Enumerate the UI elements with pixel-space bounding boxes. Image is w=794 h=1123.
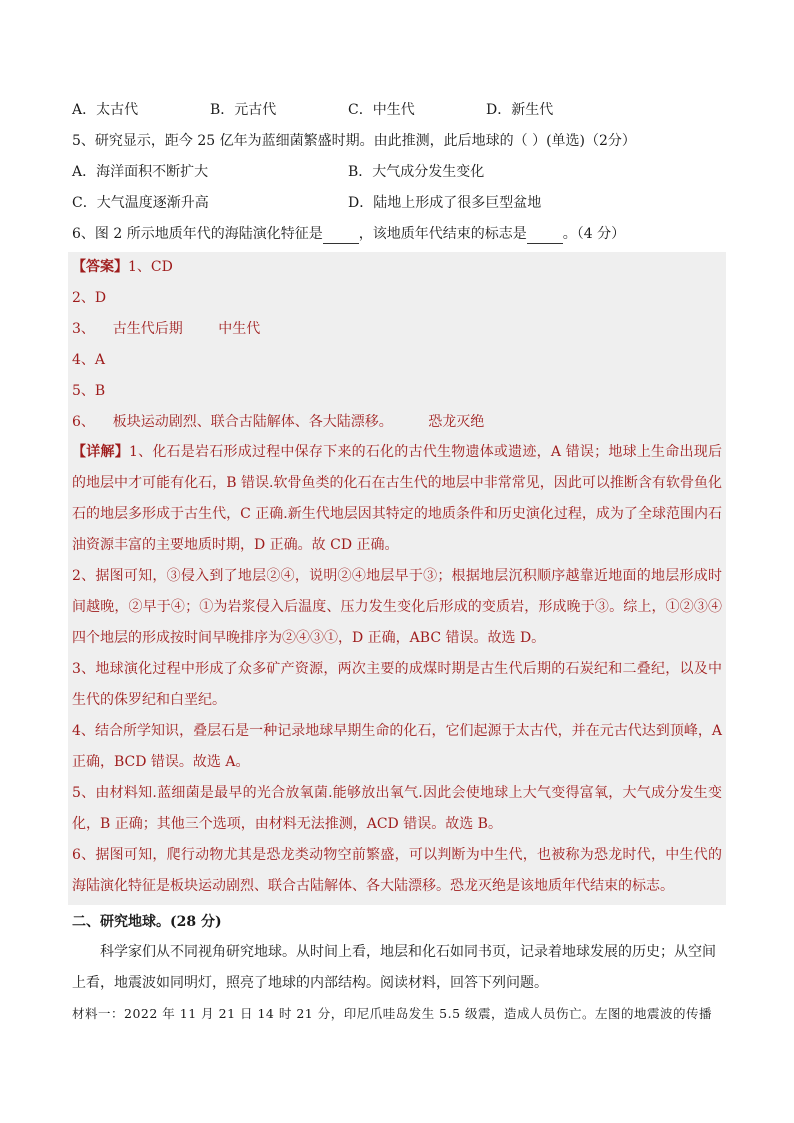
- detail-p5: 5、由材料知.蓝细菌是最早的光合放氧菌.能够放出氧气.因此会使地球上大气变得富氧，大气成分发生变化，B 正确；其他三个选项，由材料无法推测，ACD 错误。故选 B。: [72, 785, 722, 832]
- detail-p4: 4、结合所学知识，叠层石是一种记录地球早期生命的化石，它们起源于太古代，并在元古代达到顶峰，A 正确，BCD 错误。故选 A。: [72, 723, 722, 770]
- q5-options-row2: [72, 193, 624, 213]
- material-1: 材料一：2022 年 11 月 21 日 14 时 21 分，印尼爪哇岛发生 5.5 级震，造成人员伤亡。左图的地震波的传播: [72, 1006, 713, 1021]
- q4-option-d[interactable]: D．新生代: [486, 102, 554, 118]
- detail-p6: 6、据图可知，爬行动物尤其是恐龙类动物空前繁盛，可以判断为中生代，也被称为恐龙时代，中生代的海陆演化特征是板块运动剧烈、联合古陆解体、各大陆漂移。恐龙灭绝是该地质年代结束的标志。: [72, 847, 722, 894]
- q4-option-c[interactable]: C．中生代: [348, 102, 415, 118]
- q4-options: [72, 100, 624, 120]
- detail-p3: 3、地球演化过程中形成了众多矿产资源，两次主要的成煤时期是古生代后期的石炭纪和二叠纪，以及中生代的侏罗纪和白垩纪。: [72, 661, 722, 708]
- q5-option-b[interactable]: B．大气成分发生变化: [348, 164, 485, 180]
- answer-blank-2[interactable]: [527, 229, 563, 244]
- q4-option-b[interactable]: B．元古代: [210, 102, 277, 118]
- answer-tag: 【答案】: [72, 259, 128, 275]
- q4-option-a[interactable]: A．太古代: [72, 102, 139, 118]
- q5-option-a[interactable]: A．海洋面积不断扩大: [72, 164, 209, 180]
- q5-stem: 5、研究显示，距今 25 亿年为蓝细菌繁盛时期。由此推测，此后地球的（ ）(单选)（2分）: [72, 133, 636, 149]
- answer-blank-1[interactable]: [323, 229, 359, 244]
- section-2-title: 二、研究地球。(28 分): [72, 914, 222, 930]
- detail-p1: 【详解】1、化石是岩石形成过程中保存下来的石化的古代生物遗体或遗迹，A 错误；地球上生命出现后的地层中才可能有化石，B 错误.软骨鱼类的化石在古生代的地层中非常常见，因此可以推断含有软骨鱼化石的地层多形成于古生代，C 正确.新生代地层因其特定的地质条件和历史演化过程，成为了全球范围内石油资源丰富的主要地质时期，D 正确。故 CD 正确。: [72, 444, 722, 553]
- answer-line-2: 2、D: [72, 290, 107, 306]
- detail-p2: 2、据图可知，③侵入到了地层②④，说明②④地层早于③；根据地层沉积顺序越靠近地面的地层形成时间越晚，②早于④；①为岩浆侵入后温度、压力发生变化后形成的变质岩，形成晚于③。综上，①②③④四个地层的形成按时间早晚排序为②④③①，D 正确，ABC 错误。故选 D。: [72, 568, 722, 646]
- q6-stem: 6、图 2 所示地质年代的海陆演化特征是 ，该地质年代结束的标志是 。（4 分）: [72, 226, 626, 242]
- q5-option-c[interactable]: C．大气温度逐渐升高: [72, 195, 209, 211]
- q5-options-row1: [72, 162, 624, 182]
- q5-option-d[interactable]: D．陆地上形成了很多巨型盆地: [348, 195, 542, 211]
- answer-line-3: 3、 古生代后期 中生代: [72, 321, 261, 337]
- answer-line-4: 4、A: [72, 352, 106, 368]
- section-2-intro: 科学家们从不同视角研究地球。从时间上看，地层和化石如同书页，记录着地球发展的历史；从空间上看，地震波如同明灯，照亮了地球的内部结构。阅读材料，回答下列问题。: [72, 944, 716, 991]
- answer-line-6: 6、 板块运动剧烈、联合古陆解体、各大陆漂移。 恐龙灭绝: [72, 414, 485, 430]
- answer-line-1: 【答案】1、CD: [72, 259, 173, 275]
- answer-line-5: 5、B: [72, 383, 106, 399]
- detail-tag: 【详解】: [72, 444, 129, 460]
